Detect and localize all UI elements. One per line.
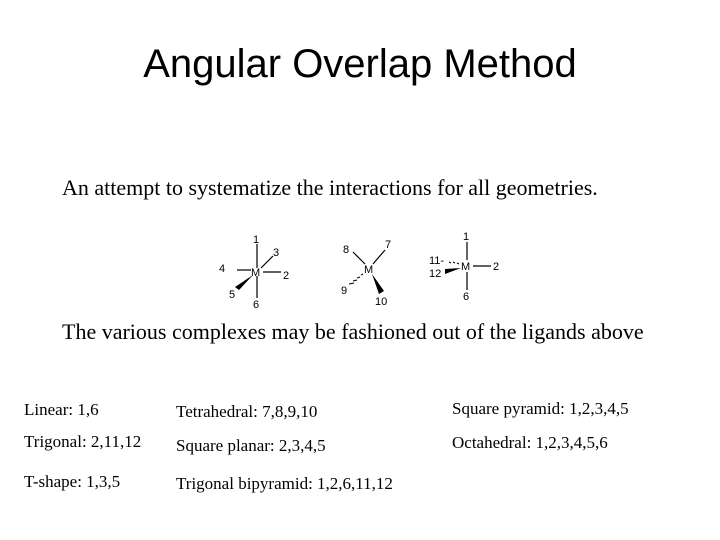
ligand-label-1: 1: [463, 231, 470, 243]
geometry-tshape: T-shape: 1,3,5: [24, 472, 121, 491]
geometry-square-planar: Square planar: 2,3,4,5: [176, 436, 326, 455]
ligand-label-12: 12: [429, 268, 442, 280]
ligand-label-6: 6: [253, 299, 260, 311]
ligand-label-7: 7: [385, 239, 392, 251]
ligand-label-2: 2: [493, 261, 500, 273]
metal-label: M: [461, 261, 471, 273]
ligand-label-9: 9: [341, 285, 348, 297]
trigonal-ligand-diagram: [425, 230, 515, 306]
ligand-label-10: 10: [375, 296, 388, 308]
geometry-square-pyramid: Square pyramid: 1,2,3,4,5: [452, 399, 629, 418]
metal-label: M: [364, 264, 374, 276]
tetrahedral-ligand-diagram: [335, 234, 405, 310]
ligand-label-6: 6: [463, 291, 470, 303]
octahedral-ligand-diagram: [215, 232, 305, 312]
ligand-label-11: 11-: [429, 255, 445, 267]
geometry-linear: Linear: 1,6: [24, 400, 99, 419]
body-text: The various complexes may be fashioned out of the ligands above: [62, 319, 644, 344]
slide-title: Angular Overlap Method: [143, 42, 577, 86]
ligand-label-8: 8: [343, 244, 350, 256]
ligand-label-5: 5: [229, 289, 236, 301]
geometry-trigonal: Trigonal: 2,11,12: [24, 432, 142, 451]
intro-text: An attempt to systematize the interactions for all geometries.: [62, 175, 598, 200]
ligand-label-2: 2: [283, 270, 290, 282]
ligand-label-4: 4: [219, 263, 226, 275]
geometry-tetrahedral: Tetrahedral: 7,8,9,10: [176, 402, 318, 421]
ligand-label-1: 1: [253, 234, 260, 246]
ligand-label-3: 3: [273, 247, 280, 259]
metal-label: M: [251, 267, 261, 279]
geometry-octahedral: Octahedral: 1,2,3,4,5,6: [452, 433, 608, 452]
geometry-trigonal-bipyramid: Trigonal bipyramid: 1,2,6,11,12: [176, 474, 393, 493]
